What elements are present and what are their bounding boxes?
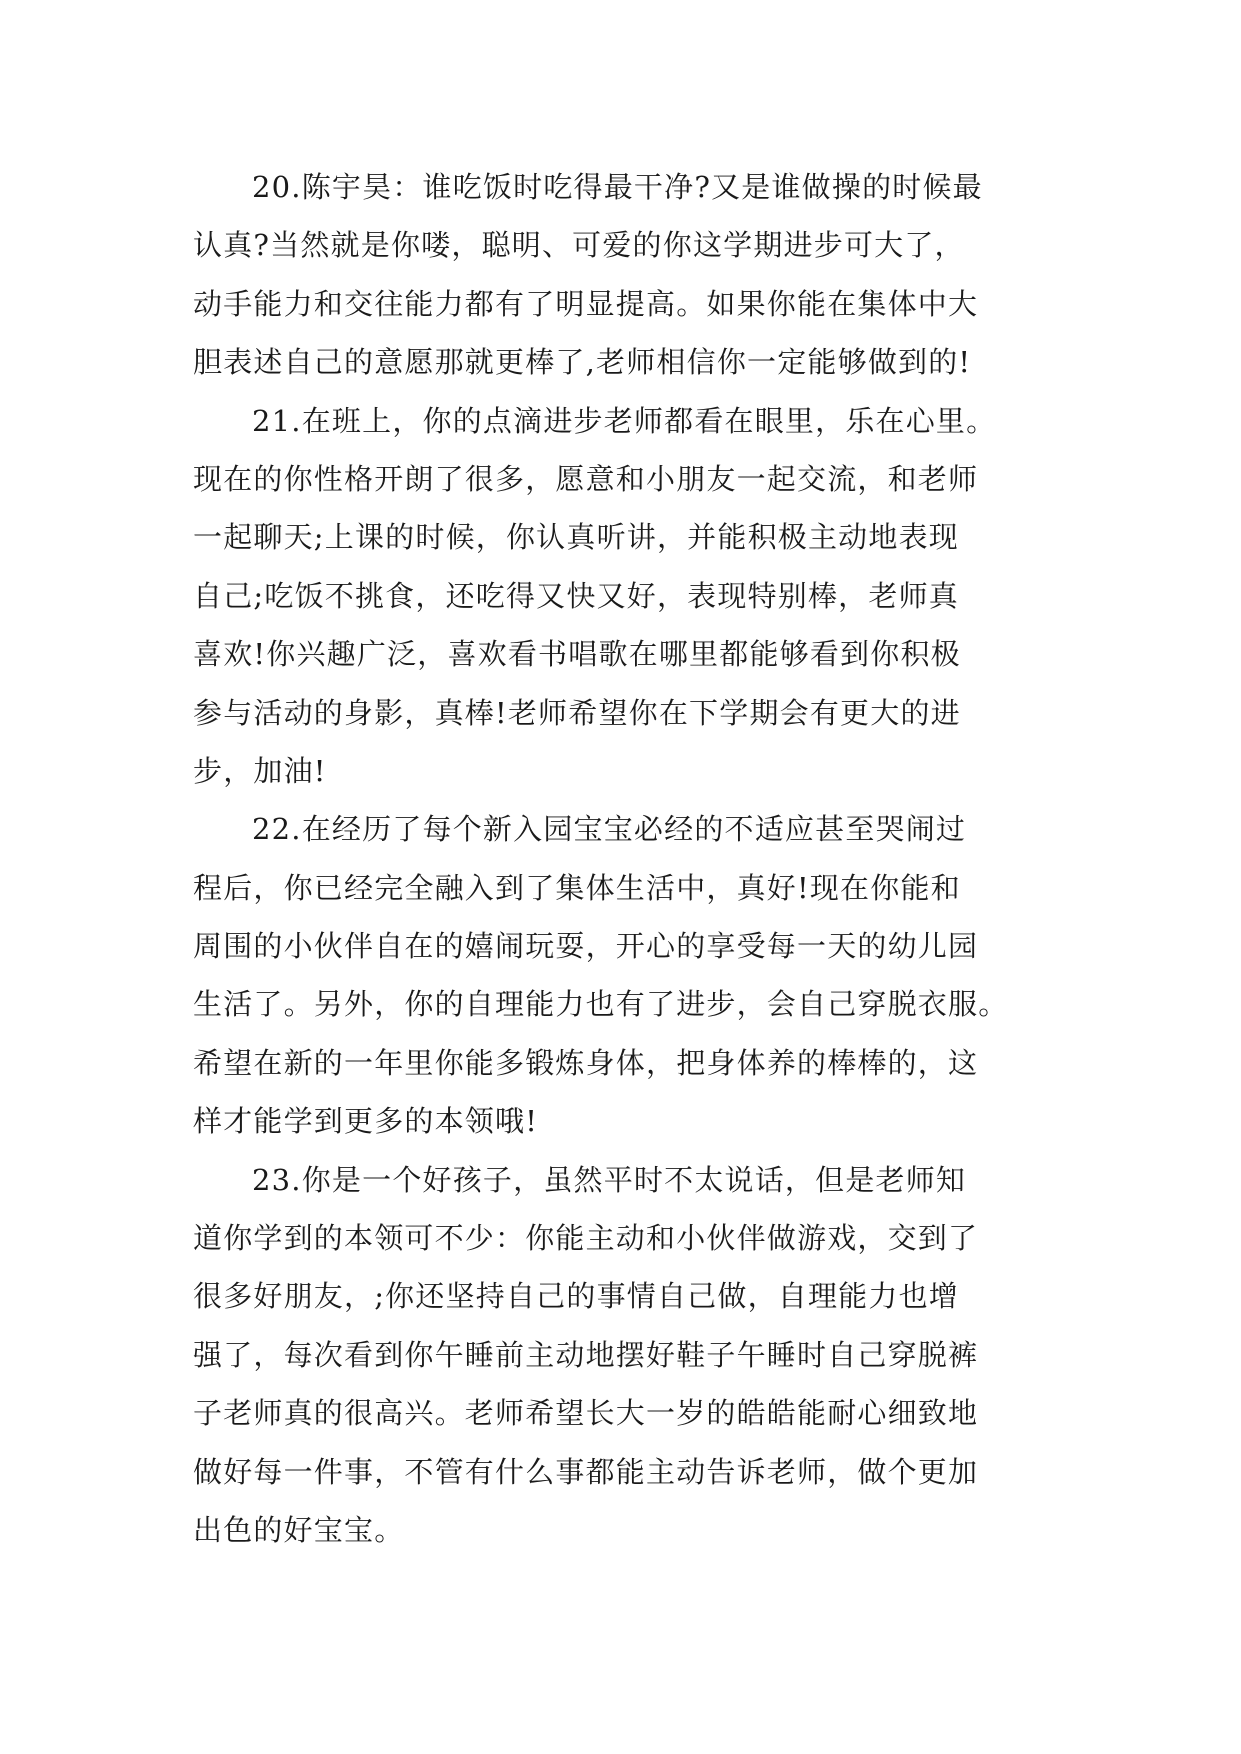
paragraph-line: 自己;吃饭不挑食，还吃得又快又好，表现特别棒，老师真	[193, 578, 959, 613]
paragraph-line: 子老师真的很高兴。老师希望长大一岁的皓皓能耐心细致地	[193, 1396, 979, 1431]
paragraph-line: 周围的小伙伴自在的嬉闹玩耍，开心的享受每一天的幼儿园	[193, 929, 979, 964]
paragraph-line: 21.在班上，你的点滴进步老师都看在眼里，乐在心里。	[252, 403, 997, 438]
paragraph-line: 胆表述自己的意愿那就更棒了,老师相信你一定能够做到的!	[193, 345, 972, 380]
paragraph-line: 参与活动的身影，真棒!老师希望你在下学期会有更大的进	[193, 695, 961, 730]
paragraph-line: 程后，你已经完全融入到了集体生活中，真好!现在你能和	[193, 870, 961, 905]
paragraph-line: 现在的你性格开朗了很多，愿意和小朋友一起交流，和老师	[193, 461, 979, 496]
paragraph-line: 动手能力和交往能力都有了明显提高。如果你能在集体中大	[193, 286, 979, 321]
paragraph-comment-20	[193, 158, 1051, 392]
paragraph-line: 认真?当然就是你喽，聪明、可爱的你这学期进步可大了，	[193, 228, 965, 263]
paragraph-comment-21	[193, 392, 1051, 801]
paragraph-line: 强了，每次看到你午睡前主动地摆好鞋子午睡时自己穿脱裤	[193, 1337, 979, 1372]
paragraph-line: 道你学到的本领可不少：你能主动和小伙伴做游戏，交到了	[193, 1221, 979, 1256]
document-body	[193, 158, 1051, 1559]
paragraph-line: 步，加油!	[193, 753, 327, 788]
paragraph-line: 23.你是一个好孩子，虽然平时不太说话，但是老师知	[252, 1162, 967, 1197]
paragraph-line: 喜欢!你兴趣广泛，喜欢看书唱歌在哪里都能够看到你积极	[193, 637, 961, 672]
paragraph-line: 做好每一件事，不管有什么事都能主动告诉老师，做个更加	[193, 1454, 979, 1489]
paragraph-line: 希望在新的一年里你能多锻炼身体，把身体养的棒棒的，这	[193, 1045, 979, 1080]
paragraph-comment-23	[193, 1151, 1051, 1560]
paragraph-line: 20.陈宇昊：谁吃饭时吃得最干净?又是谁做操的时候最	[252, 170, 983, 204]
paragraph-line: 出色的好宝宝。	[193, 1512, 405, 1547]
paragraph-line: 22.在经历了每个新入园宝宝必经的不适应甚至哭闹过	[252, 812, 967, 847]
paragraph-line: 一起聊天;上课的时候，你认真听讲，并能积极主动地表现	[193, 520, 959, 555]
paragraph-line: 生活了。另外，你的自理能力也有了进步，会自己穿脱衣服。	[193, 987, 1009, 1022]
paragraph-line: 样才能学到更多的本领哦!	[193, 1104, 539, 1139]
paragraph-line: 很多好朋友，;你还坚持自己的事情自己做，自理能力也增	[193, 1279, 959, 1314]
paragraph-comment-22	[193, 800, 1051, 1150]
